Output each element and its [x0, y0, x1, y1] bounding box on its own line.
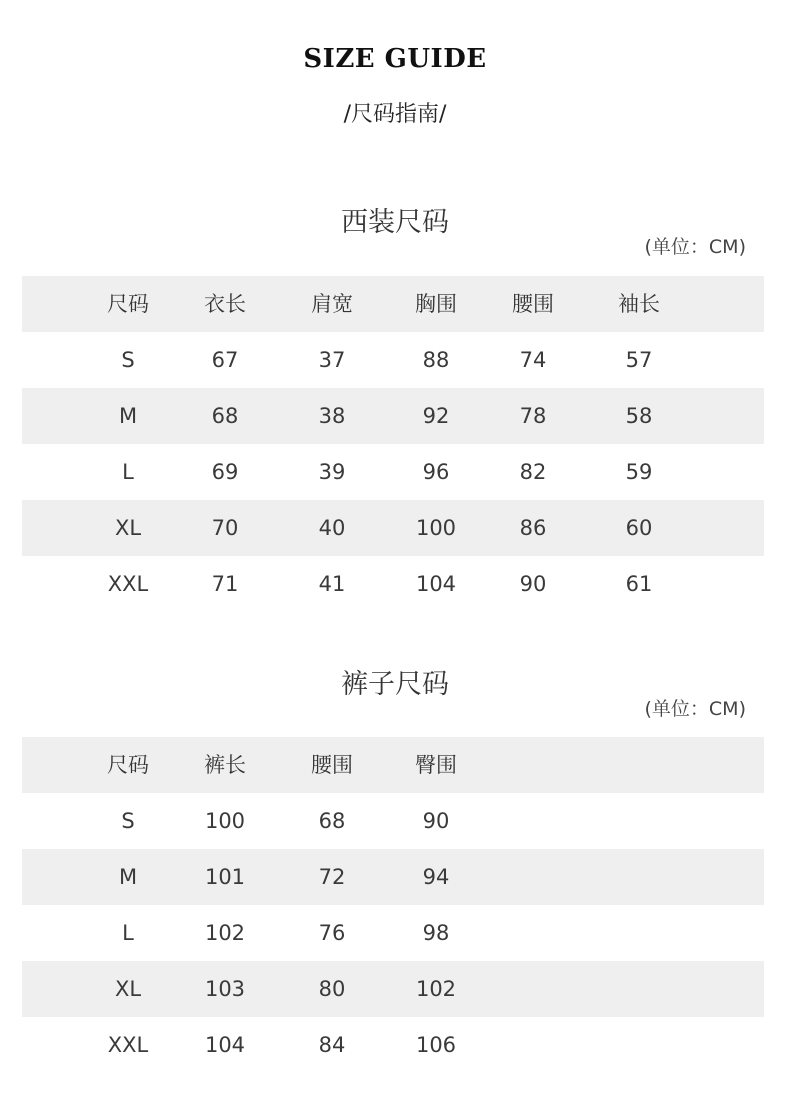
table-row — [22, 556, 764, 612]
table-cell: 106 — [415, 1033, 457, 1057]
table-header-row — [22, 737, 764, 793]
table-cell: S — [121, 809, 135, 833]
table-cell: 38 — [318, 404, 346, 428]
column-header: 袖长 — [618, 292, 660, 316]
table-row — [22, 961, 764, 1017]
pants-size-table — [22, 737, 764, 1073]
table-header-row — [22, 276, 764, 332]
table-cell: 61 — [625, 572, 653, 596]
table-cell: 40 — [318, 516, 346, 540]
table-cell: 82 — [519, 460, 547, 484]
table-cell: 104 — [204, 1033, 246, 1057]
size-guide-subtitle: /尺码指南/ — [343, 102, 447, 127]
size-guide-title: SIZE GUIDE — [303, 44, 487, 74]
table-cell: 37 — [318, 348, 346, 372]
column-header: 腰围 — [512, 292, 554, 316]
table-cell: M — [118, 865, 138, 889]
table-cell: XL — [114, 516, 142, 540]
table-cell: 78 — [519, 404, 547, 428]
table-cell: 88 — [422, 348, 450, 372]
table-row — [22, 332, 764, 388]
table-row — [22, 849, 764, 905]
table-row — [22, 388, 764, 444]
table-cell: 104 — [415, 572, 457, 596]
table-cell: 59 — [625, 460, 653, 484]
column-header: 衣长 — [204, 292, 246, 316]
table-cell: L — [122, 460, 134, 484]
table-cell: 96 — [422, 460, 450, 484]
table-cell: 58 — [625, 404, 653, 428]
table-cell: 70 — [211, 516, 239, 540]
column-header: 腰围 — [311, 753, 353, 777]
table-cell: 72 — [318, 865, 346, 889]
table-cell: 98 — [422, 921, 450, 945]
column-header: 裤长 — [204, 753, 246, 777]
column-header: 胸围 — [415, 292, 457, 316]
table-cell: 84 — [318, 1033, 346, 1057]
table-cell: 90 — [422, 809, 450, 833]
pants-section-title: 裤子尺码 — [341, 669, 449, 700]
table-cell: 39 — [318, 460, 346, 484]
table-cell: 103 — [204, 977, 246, 1001]
table-cell: S — [121, 348, 135, 372]
table-row — [22, 905, 764, 961]
table-cell: 100 — [415, 516, 457, 540]
table-cell: 69 — [211, 460, 239, 484]
table-cell: 71 — [211, 572, 239, 596]
table-cell: 94 — [422, 865, 450, 889]
column-header: 臀围 — [415, 753, 457, 777]
table-cell: 102 — [415, 977, 457, 1001]
suit-size-table — [22, 276, 764, 612]
column-header: 肩宽 — [311, 292, 353, 316]
table-cell: 60 — [625, 516, 653, 540]
table-cell: 76 — [318, 921, 346, 945]
table-cell: 68 — [318, 809, 346, 833]
column-header: 尺码 — [107, 292, 149, 316]
table-cell: XL — [114, 977, 142, 1001]
table-cell: 80 — [318, 977, 346, 1001]
table-cell: 92 — [422, 404, 450, 428]
table-cell: 102 — [204, 921, 246, 945]
pants-unit-label: (单位：CM) — [644, 698, 746, 720]
suit-unit-label: (单位：CM) — [644, 236, 746, 258]
table-row — [22, 444, 764, 500]
table-cell: XXL — [107, 572, 149, 596]
suit-section-title: 西装尺码 — [341, 207, 449, 238]
table-cell: 86 — [519, 516, 547, 540]
table-cell: 68 — [211, 404, 239, 428]
table-cell: 90 — [519, 572, 547, 596]
table-cell: 100 — [204, 809, 246, 833]
table-row — [22, 500, 764, 556]
table-cell: M — [118, 404, 138, 428]
table-row — [22, 1017, 764, 1073]
table-cell: 57 — [625, 348, 653, 372]
table-cell: L — [122, 921, 134, 945]
table-cell: 101 — [204, 865, 246, 889]
table-cell: 41 — [318, 572, 346, 596]
table-cell: XXL — [107, 1033, 149, 1057]
column-header: 尺码 — [107, 753, 149, 777]
table-cell: 74 — [519, 348, 547, 372]
table-row — [22, 793, 764, 849]
table-cell: 67 — [211, 348, 239, 372]
